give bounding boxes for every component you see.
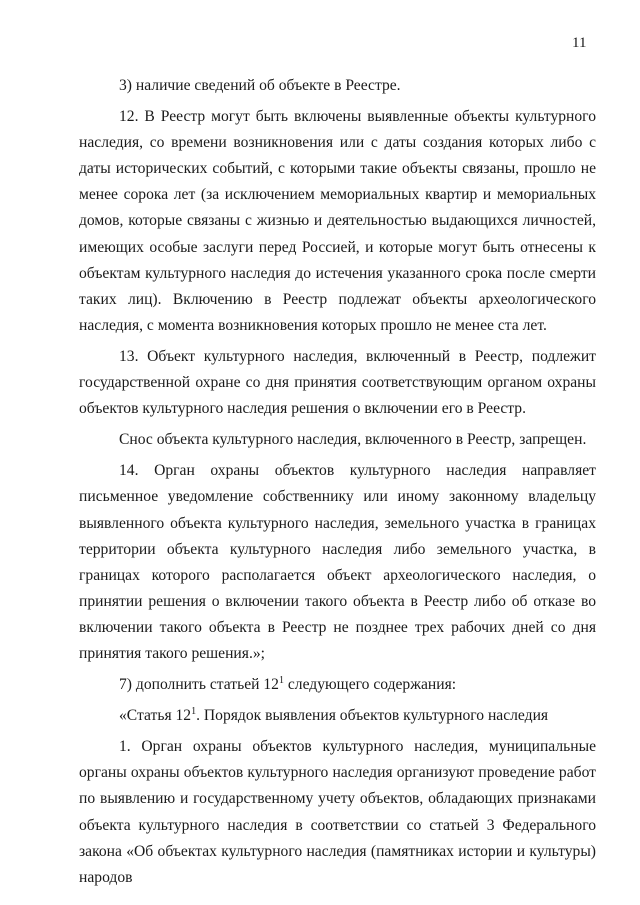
page-number: 11 (572, 35, 587, 51)
document-body (79, 73, 596, 891)
paragraph: 12. В Реестр могут быть включены выявленные объекты культурного наследия, со времени возникновения или с даты создания которых либо с даты исторических событий, с которыми такие объекты связаны, прошло не менее сорока лет (за исключением мемориальных квартир и мемориальных домов, которые связаны с жизнью и деятельностью выдающихся личностей, имеющих особые заслуги перед Россией, и которые могут быть отнесены к объектам культурного наследия до истечения указанного срока после смерти таких лиц). Включению в Реестр подлежат объекты археологического наследия, с момента возникновения которых прошло не менее ста лет. (79, 108, 596, 334)
paragraph: 3) наличие сведений об объекте в Реестре. (119, 77, 401, 94)
paragraph: 1. Орган охраны объектов культурного наследия, муниципальные органы охраны объектов культурного наследия организуют проведение работ по выявлению и государственному учету объектов, обладающих признаками объекта культурного наследия в соответствии со статьей 3 Федерального закона «Об объектах культурного наследия (памятниках истории и культуры) народов (79, 738, 596, 886)
article-heading (79, 703, 596, 729)
superscript: 1 (278, 674, 284, 686)
amendment-text: следующего содержания: (283, 676, 457, 694)
paragraph: 14. Орган охраны объектов культурного наследия направляет письменное уведомление собственнику или иному законному владельцу выявленного объекта культурного наследия, земельного участка в границах территории объекта культурного наследия либо земельного участка, в границах которого располагается объект археологического наследия, о принятии решения о включении такого объекта в Реестр либо об отказе во включении такого объекта в Реестр не позднее трех рабочих дней со дня принятия такого решения.»; (79, 462, 596, 662)
amendment-line (79, 672, 596, 698)
superscript: 1 (191, 705, 197, 717)
article-heading-text: . Порядок выявления объектов культурного наследия (196, 707, 549, 725)
paragraph: 13. Объект культурного наследия, включенный в Реестр, подлежит государственной охране со дня принятия соответствующим органом охраны объектов культурного наследия решения о включении его в Реестр. (79, 347, 596, 418)
paragraph: Снос объекта культурного наследия, включенного в Реестр, запрещен. (119, 431, 587, 449)
amendment-text: 7) дополнить статьей 12 (119, 676, 279, 694)
article-heading-text: «Статья 12 (119, 707, 192, 725)
